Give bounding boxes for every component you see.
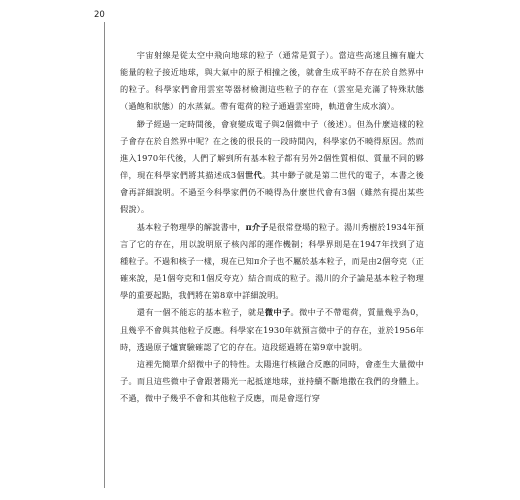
paragraph-muon [120, 116, 424, 219]
page-number: 20 [94, 10, 105, 20]
term-generation: 世代 [245, 170, 263, 181]
paragraph-text: 是很常登場的粒子。湯川秀樹於1934年預言了它的存在，用以說明原子核內部的運作機制；科學界則是在1947年找到了這種粒子。不過和核子一樣，現在已知π介子也不屬於基本粒子，而是由2個夸克（正確來說，是1個夸克和1個反夸克）結合而成的粒子。湯川的介子論是基本粒子物理學的重要起點，我們將在第8章中詳細說明。 [120, 221, 425, 301]
body-text [120, 47, 424, 407]
margin-rule [104, 22, 105, 488]
paragraph-neutrino-properties [120, 356, 424, 407]
term-pion: π介子 [245, 221, 269, 232]
paragraph-text: 宇宙射線是從太空中飛向地球的粒子（通常是質子）。當這些高速且擁有龐大能量的粒子接近地球，與大氣中的原子相撞之後，就會生成平時不存在於自然界中的粒子。科學家們會用雲室等器材檢測這些粒子的存在（雲室是充滿了特殊狀態（過飽和狀態）的水蒸氣。帶有電荷的粒子通過雲室時，軌道會生成水滴）。 [120, 50, 424, 112]
term-neutrino: 微中子 [264, 307, 291, 318]
paragraph-text: 緲子經過一定時間後，會衰變成電子與2個微中子（後述）。但為什麼這樣的粒子會存在於自然界中呢？在之後的很長的一段時間內，科學家仍不曉得原因。然而進入1970年代後，人們了解到所有基本粒子都有另外2個性質相似、質量不同的夥伴，現在科學家們將其描述成3個 [120, 118, 424, 181]
paragraph-cosmic-rays [120, 47, 424, 116]
paragraph-pion [120, 219, 424, 305]
paragraph-text: 。其中緲子就是第二世代的電子，本書之後會再詳細說明。不過至今科學家們仍不曉得為什麼世代會有3個（雖然有提出某些假說）。 [120, 170, 424, 215]
paragraph-neutrino [120, 304, 424, 355]
paragraph-text: 。微中子不帶電荷，質量幾乎為0，且幾乎不會與其他粒子反應。科學家在1930年就預言微中子的存在，並於1956年時，透過原子爐實驗確認了它的存在。這段經過將在第9章中說明。 [120, 307, 424, 352]
paragraph-text: 這裡先簡單介紹微中子的特性。太陽進行核融合反應的同時，會產生大量微中子。而且這些微中子會跟著陽光一起抵達地球，並持續不斷地撒在我們的身體上。不過，微中子幾乎不會和其他粒子反應，而是會逕行穿 [120, 358, 424, 404]
paragraph-text: 還有一個不能忘的基本粒子，就是 [136, 307, 265, 318]
paragraph-text: 基本粒子物理學的解說書中， [136, 221, 246, 232]
